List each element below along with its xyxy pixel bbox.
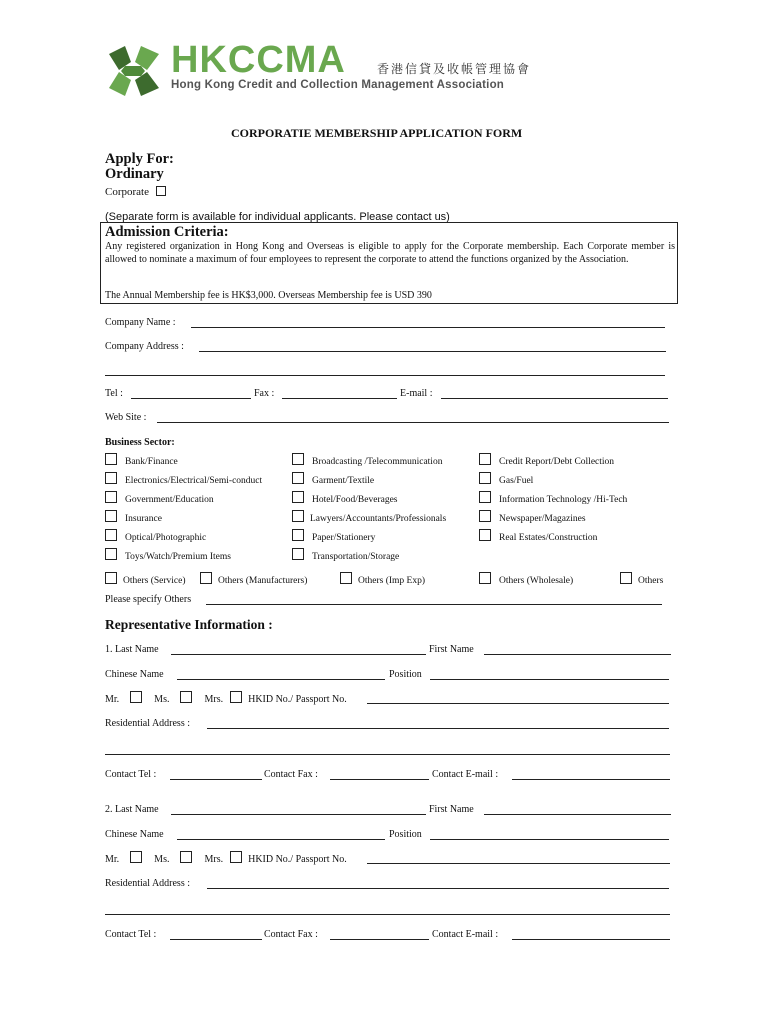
- others-imp-exp-label: Others (Imp Exp): [358, 576, 426, 586]
- sector-label: Toys/Watch/Premium Items: [125, 552, 231, 562]
- form-title: CORPORATIE MEMBERSHIP APPLICATION FORM: [231, 126, 523, 140]
- sector-option[interactable]: [105, 472, 262, 486]
- rep2-chinese-name-field[interactable]: [177, 839, 385, 840]
- rep1-chinese-name-label: Chinese Name: [105, 669, 164, 680]
- rep2-first-name-field[interactable]: [484, 814, 671, 815]
- sector-label: Electronics/Electrical/Semi-conduct: [125, 476, 263, 486]
- rep1-address-field[interactable]: [207, 728, 669, 729]
- rep1-hkid-label: HKID No./ Passport No.: [248, 694, 347, 705]
- sector-label: Hotel/Food/Beverages: [312, 495, 398, 505]
- sector-checkbox[interactable]: [292, 453, 304, 465]
- logo-chinese-name: 香港信貸及收帳管理協會: [377, 62, 532, 76]
- sector-checkbox[interactable]: [105, 529, 117, 541]
- others-manufacturers-checkbox[interactable]: [200, 572, 212, 584]
- rep2-mrs-checkbox[interactable]: [230, 851, 242, 863]
- rep2-contact-tel-label: Contact Tel :: [105, 929, 157, 940]
- company-name-field[interactable]: [191, 327, 665, 328]
- company-address-label: Company Address :: [105, 341, 184, 352]
- rep2-first-name-label: First Name: [429, 804, 474, 815]
- sector-option[interactable]: [292, 453, 442, 467]
- sector-label: Information Technology /Hi-Tech: [499, 495, 628, 505]
- rep2-contact-fax-label: Contact Fax :: [264, 929, 318, 940]
- ordinary-label: Ordinary: [105, 166, 164, 182]
- sector-checkbox[interactable]: [479, 491, 491, 503]
- admission-criteria-heading: Admission Criteria:: [105, 224, 229, 240]
- sector-option[interactable]: [479, 472, 533, 486]
- rep1-contact-email-label: Contact E-mail :: [432, 769, 499, 780]
- corporate-option: [105, 186, 166, 198]
- rep2-contact-email-label: Contact E-mail :: [432, 929, 499, 940]
- rep2-hkid-label: HKID No./ Passport No.: [248, 854, 347, 865]
- sector-option[interactable]: [292, 510, 446, 524]
- company-name-label: Company Name :: [105, 317, 176, 328]
- rep1-last-name-field[interactable]: [171, 654, 426, 655]
- rep2-position-label: Position: [389, 829, 422, 840]
- representative-heading: Representative Information :: [105, 617, 273, 632]
- company-email-field[interactable]: [441, 398, 668, 399]
- others-label: Others: [638, 576, 664, 586]
- specify-others-field[interactable]: [206, 604, 662, 605]
- rep1-chinese-name-field[interactable]: [177, 679, 385, 680]
- sector-checkbox[interactable]: [479, 529, 491, 541]
- rep1-mrs-label: Mrs.: [204, 694, 224, 705]
- company-address-field[interactable]: [199, 351, 666, 352]
- others-imp-exp-checkbox[interactable]: [340, 572, 352, 584]
- rep2-chinese-name-label: Chinese Name: [105, 829, 164, 840]
- sector-option[interactable]: [105, 491, 214, 505]
- corporate-checkbox[interactable]: [156, 186, 166, 196]
- sector-checkbox[interactable]: [292, 491, 304, 503]
- sector-checkbox[interactable]: [479, 472, 491, 484]
- rep1-contact-tel-label: Contact Tel :: [105, 769, 157, 780]
- company-fax-label: Fax :: [254, 388, 275, 399]
- rep2-ms-checkbox[interactable]: [180, 851, 192, 863]
- others-service-label: Others (Service): [123, 576, 186, 586]
- sector-checkbox[interactable]: [292, 548, 304, 560]
- specify-others-label: Please specify Others: [105, 594, 192, 605]
- membership-fee-text: The Annual Membership fee is HK$3,000. Overseas Membership fee is USD 390: [105, 290, 432, 301]
- rep1-ms-checkbox[interactable]: [180, 691, 192, 703]
- rep2-last-name-label: 2. Last Name: [105, 804, 159, 815]
- separate-form-note: (Separate form is available for individual applicants. Please contact us): [105, 211, 450, 223]
- rep2-title-options: [105, 851, 347, 865]
- rep1-mrs-checkbox[interactable]: [230, 691, 242, 703]
- sector-checkbox[interactable]: [292, 529, 304, 541]
- sector-label: Newspaper/Magazines: [499, 514, 586, 524]
- rep1-hkid-field[interactable]: [367, 703, 669, 704]
- rep2-mr-checkbox[interactable]: [130, 851, 142, 863]
- rep1-contact-email-field[interactable]: [512, 779, 670, 780]
- rep1-first-name-label: First Name: [429, 644, 474, 655]
- rep1-position-label: Position: [389, 669, 422, 680]
- rep1-contact-fax-field[interactable]: [330, 779, 429, 780]
- rep2-mr-label: Mr.: [105, 854, 120, 865]
- rep1-contact-tel-field[interactable]: [170, 779, 262, 780]
- company-fax-field[interactable]: [282, 398, 397, 399]
- sector-checkbox[interactable]: [105, 548, 117, 560]
- company-tel-label: Tel :: [105, 388, 123, 399]
- company-email-label: E-mail :: [400, 388, 433, 399]
- apply-for-heading: Apply For:: [105, 151, 174, 167]
- logo-subtitle: Hong Kong Credit and Collection Management Association: [171, 79, 505, 91]
- others-option[interactable]: [620, 572, 663, 586]
- sector-option[interactable]: [292, 491, 397, 505]
- rep1-address-label: Residential Address :: [105, 718, 190, 729]
- admission-criteria-text: Any registered organization in Hong Kong and Overseas is eligible to apply for the Corporate membership. Each Corporate member is allowed to nominate a maximum of four employees to represent the corporate to attend the functions organized by the Association.: [105, 241, 675, 265]
- rep1-first-name-field[interactable]: [484, 654, 671, 655]
- logo-emblem-icon: [105, 44, 163, 98]
- sector-option[interactable]: [105, 453, 178, 467]
- sector-option[interactable]: [292, 548, 399, 562]
- sector-option[interactable]: [479, 491, 627, 505]
- sector-checkbox[interactable]: [105, 491, 117, 503]
- sector-checkbox[interactable]: [105, 472, 117, 484]
- rep1-mr-label: Mr.: [105, 694, 120, 705]
- others-checkbox[interactable]: [620, 572, 632, 584]
- rep2-last-name-field[interactable]: [171, 814, 426, 815]
- sector-checkbox[interactable]: [292, 472, 304, 484]
- sector-label: Bank/Finance: [125, 457, 178, 467]
- rep2-address-field[interactable]: [207, 888, 669, 889]
- sector-label: Real Estates/Construction: [499, 533, 598, 543]
- rep2-contact-tel-field[interactable]: [170, 939, 262, 940]
- rep1-last-name-label: 1. Last Name: [105, 644, 159, 655]
- sector-checkbox[interactable]: [479, 510, 491, 522]
- company-tel-field[interactable]: [131, 398, 251, 399]
- sector-option[interactable]: [479, 529, 597, 543]
- sector-option[interactable]: [292, 472, 374, 486]
- others-manufacturers-option[interactable]: [200, 572, 307, 586]
- others-imp-exp-option[interactable]: [340, 572, 425, 586]
- website-field[interactable]: [157, 422, 669, 423]
- sector-option[interactable]: [105, 548, 231, 562]
- sector-label: Credit Report/Debt Collection: [499, 457, 615, 467]
- rep2-address-label: Residential Address :: [105, 878, 190, 889]
- sector-label: Insurance: [125, 514, 162, 524]
- rep2-position-field[interactable]: [430, 839, 669, 840]
- rep1-ms-label: Ms.: [154, 694, 170, 705]
- sector-option[interactable]: [292, 529, 375, 543]
- sector-checkbox[interactable]: [105, 453, 117, 465]
- sector-label: Optical/Photographic: [125, 533, 207, 543]
- sector-label: Government/Education: [125, 495, 214, 505]
- business-sector-heading: Business Sector:: [105, 437, 175, 448]
- sector-option[interactable]: [105, 529, 206, 543]
- website-label: Web Site :: [105, 412, 147, 423]
- rep2-contact-email-field[interactable]: [512, 939, 670, 940]
- sector-checkbox[interactable]: [479, 453, 491, 465]
- rep2-hkid-field[interactable]: [367, 863, 670, 864]
- rep1-contact-fax-label: Contact Fax :: [264, 769, 318, 780]
- rep2-ms-label: Ms.: [154, 854, 170, 865]
- others-wholesale-checkbox[interactable]: [479, 572, 491, 584]
- sector-option[interactable]: [479, 510, 586, 524]
- others-manufacturers-label: Others (Manufacturers): [218, 576, 308, 586]
- sector-label: Transportation/Storage: [312, 552, 400, 562]
- logo-wordmark: HKCCMA: [171, 39, 346, 81]
- others-wholesale-label: Others (Wholesale): [499, 576, 574, 586]
- company-address-field-line2[interactable]: [105, 375, 665, 376]
- logo: [105, 39, 535, 104]
- sector-checkbox[interactable]: [105, 510, 117, 522]
- others-service-checkbox[interactable]: [105, 572, 117, 584]
- rep1-title-options: [105, 691, 347, 705]
- sector-label: Lawyers/Accountants/Professionals: [310, 514, 447, 524]
- sector-label: Broadcasting /Telecommunication: [312, 457, 443, 467]
- sector-checkbox[interactable]: [292, 510, 304, 522]
- sector-option[interactable]: [479, 453, 614, 467]
- others-wholesale-option[interactable]: [479, 572, 573, 586]
- sector-label: Paper/Stationery: [312, 533, 376, 543]
- rep2-address-field-line2[interactable]: [105, 914, 670, 915]
- sector-label: Gas/Fuel: [499, 476, 534, 486]
- others-service-option[interactable]: [105, 572, 186, 586]
- rep1-position-field[interactable]: [430, 679, 669, 680]
- rep2-mrs-label: Mrs.: [204, 854, 224, 865]
- sector-option[interactable]: [105, 510, 162, 524]
- sector-label: Garment/Textile: [312, 476, 375, 486]
- rep1-address-field-line2[interactable]: [105, 754, 670, 755]
- corporate-label: Corporate: [105, 186, 149, 198]
- rep1-mr-checkbox[interactable]: [130, 691, 142, 703]
- rep2-contact-fax-field[interactable]: [330, 939, 429, 940]
